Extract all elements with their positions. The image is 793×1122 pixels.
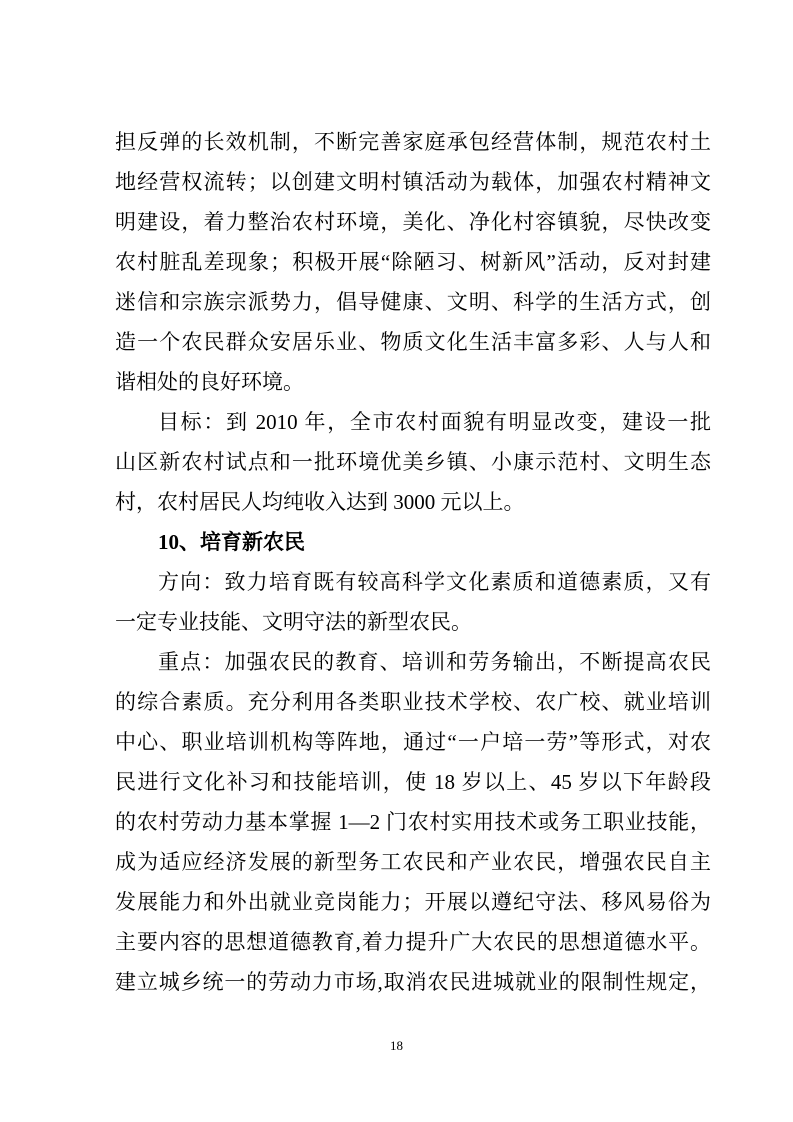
- text-line: 民进行文化补习和技能培训，使 18 岁以上、45 岁以下年龄段: [115, 770, 711, 794]
- text-line: 重点：加强农民的教育、培训和劳务输出，不断提高农民: [158, 650, 711, 674]
- text-line: 主要内容的思想道德教育,着力提升广大农民的思想道德水平。: [115, 930, 711, 954]
- page-number: 18: [390, 1038, 403, 1053]
- text-line: 一定专业技能、文明守法的新型农民。: [115, 610, 472, 634]
- text-line: 方向：致力培育既有较高科学文化素质和道德素质，又有: [158, 570, 711, 594]
- section-heading: 10、培育新农民: [158, 530, 305, 554]
- text-line: 发展能力和外出就业竞岗能力；开展以遵纪守法、移风易俗为: [115, 890, 711, 914]
- text-line: 的农村劳动力基本掌握 1—2 门农村实用技术或务工职业技能，: [115, 810, 711, 834]
- text-line: 目标：到 2010 年，全市农村面貌有明显改变，建设一批: [158, 410, 711, 434]
- text-line: 成为适应经济发展的新型务工农民和产业农民，增强农民自主: [115, 850, 711, 874]
- text-line: 的综合素质。充分利用各类职业技术学校、农广校、就业培训: [115, 690, 711, 714]
- text-line: 地经营权流转；以创建文明村镇活动为载体，加强农村精神文: [115, 170, 711, 194]
- document-body: [115, 122, 711, 1002]
- text-line: 建立城乡统一的劳动力市场,取消农民进城就业的限制性规定，: [115, 970, 711, 994]
- text-line: 担反弹的长效机制，不断完善家庭承包经营体制，规范农村土: [115, 130, 711, 154]
- text-line: 山区新农村试点和一批环境优美乡镇、小康示范村、文明生态: [115, 450, 711, 474]
- text-line: 迷信和宗族宗派势力，倡导健康、文明、科学的生活方式，创: [115, 290, 711, 314]
- text-line: 谐相处的良好环境。: [115, 370, 304, 394]
- text-line: 造一个农民群众安居乐业、物质文化生活丰富多彩、人与人和: [115, 330, 711, 354]
- text-line: 农村脏乱差现象；积极开展“除陋习、树新风”活动，反对封建: [115, 250, 711, 274]
- text-line: 明建设，着力整治农村环境，美化、净化村容镇貌，尽快改变: [115, 210, 711, 234]
- text-line: 村，农村居民人均纯收入达到 3000 元以上。: [115, 490, 525, 514]
- text-line: 中心、职业培训机构等阵地，通过“一户培一劳”等形式，对农: [115, 730, 711, 754]
